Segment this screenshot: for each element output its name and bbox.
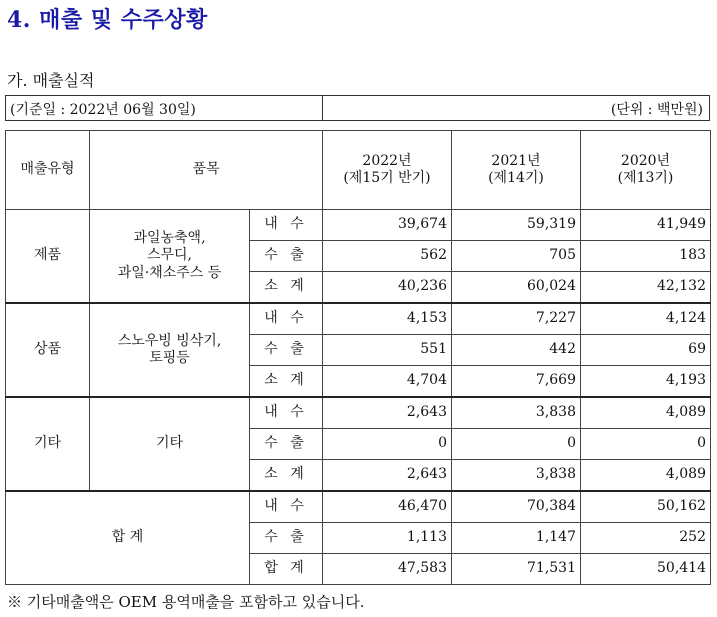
amount-cell: 1,147 [452, 523, 581, 554]
section-title: 4. 매출 및 수주상황 [7, 7, 208, 33]
amount-cell: 562 [323, 241, 452, 272]
amount-cell: 442 [452, 335, 581, 366]
amount-cell: 4,124 [581, 303, 711, 335]
division-cell: 소 계 [250, 366, 323, 398]
amount-cell: 4,153 [323, 303, 452, 335]
table-row [6, 491, 711, 523]
amount-cell: 42,132 [581, 272, 711, 304]
amount-cell: 70,384 [452, 491, 581, 523]
product-item-line: 스노우빙 빙삭기, [117, 332, 222, 349]
amount-cell: 2,643 [323, 397, 452, 429]
amount-cell: 69 [581, 335, 711, 366]
amount-cell: 40,236 [323, 272, 452, 304]
product-item-line: 스무디, [146, 247, 193, 264]
division-cell: 소 계 [250, 272, 323, 304]
base-date-label: (기준일 : 2022년 06월 30일) [10, 102, 196, 118]
division-cell: 내 수 [250, 210, 323, 241]
amount-cell: 3,838 [452, 397, 581, 429]
header-year-2022 [323, 131, 452, 210]
product-item-line: 토핑등 [149, 350, 190, 366]
amount-cell: 50,414 [581, 554, 711, 585]
header-year: 2021년 [491, 152, 541, 169]
product-item-line: 과일·채소주스 등 [117, 264, 222, 281]
header-year-2021 [452, 131, 581, 210]
product-item-cell [90, 397, 250, 491]
division-cell: 수 출 [250, 241, 323, 272]
header-period: (제15기 반기) [343, 170, 431, 186]
division-cell: 내 수 [250, 397, 323, 429]
amount-cell: 705 [452, 241, 581, 272]
amount-cell: 39,674 [323, 210, 452, 241]
amount-cell: 0 [452, 429, 581, 460]
sales-type-cell: 합 계 [6, 491, 250, 585]
amount-cell: 7,227 [452, 303, 581, 335]
header-year: 2020년 [620, 152, 671, 169]
amount-cell: 4,704 [323, 366, 452, 398]
sales-table [5, 130, 711, 585]
division-cell: 소 계 [250, 460, 323, 492]
division-cell: 수 출 [250, 429, 323, 460]
division-cell: 내 수 [250, 491, 323, 523]
amount-cell: 551 [323, 335, 452, 366]
table-row [6, 397, 711, 429]
product-item-cell [90, 303, 250, 397]
amount-cell: 41,949 [581, 210, 711, 241]
unit-label: (단위 : 백만원) [610, 102, 703, 118]
amount-cell: 60,024 [452, 272, 581, 304]
sales-type-cell: 기타 [6, 397, 90, 491]
amount-cell: 47,583 [323, 554, 452, 585]
amount-cell: 252 [581, 523, 711, 554]
amount-cell: 2,643 [323, 460, 452, 492]
table-row [6, 303, 711, 335]
amount-cell: 7,669 [452, 366, 581, 398]
amount-cell: 183 [581, 241, 711, 272]
division-cell: 합 계 [250, 554, 323, 585]
subsection-title: 가. 매출실적 [7, 71, 95, 90]
header-type: 매출유형 [6, 131, 90, 210]
sales-type-cell: 제품 [6, 210, 90, 304]
division-cell: 수 출 [250, 335, 323, 366]
header-item: 품목 [90, 131, 323, 210]
footnote: ※ 기타매출액은 OEM 용역매출을 포함하고 있습니다. [7, 593, 365, 611]
amount-cell: 3,838 [452, 460, 581, 492]
amount-cell: 0 [323, 429, 452, 460]
table-header-row [6, 131, 711, 210]
amount-cell: 1,113 [323, 523, 452, 554]
division-cell: 수 출 [250, 523, 323, 554]
amount-cell: 4,089 [581, 397, 711, 429]
unit-bar-divider [322, 96, 323, 120]
product-item-line: 과일농축액, [133, 229, 206, 246]
header-year: 2022년 [362, 152, 412, 169]
amount-cell: 46,470 [323, 491, 452, 523]
header-period: (제13기) [617, 170, 674, 186]
amount-cell: 4,193 [581, 366, 711, 398]
header-period: (제14기) [488, 170, 544, 186]
header-year-2020 [581, 131, 711, 210]
amount-cell: 0 [581, 429, 711, 460]
unit-bar [5, 95, 710, 121]
amount-cell: 71,531 [452, 554, 581, 585]
division-cell: 내 수 [250, 303, 323, 335]
amount-cell: 59,319 [452, 210, 581, 241]
product-item-line: 기타 [155, 435, 184, 452]
product-item-cell [90, 210, 250, 304]
sales-type-cell: 상품 [6, 303, 90, 397]
amount-cell: 4,089 [581, 460, 711, 492]
amount-cell: 50,162 [581, 491, 711, 523]
table-row [6, 210, 711, 241]
